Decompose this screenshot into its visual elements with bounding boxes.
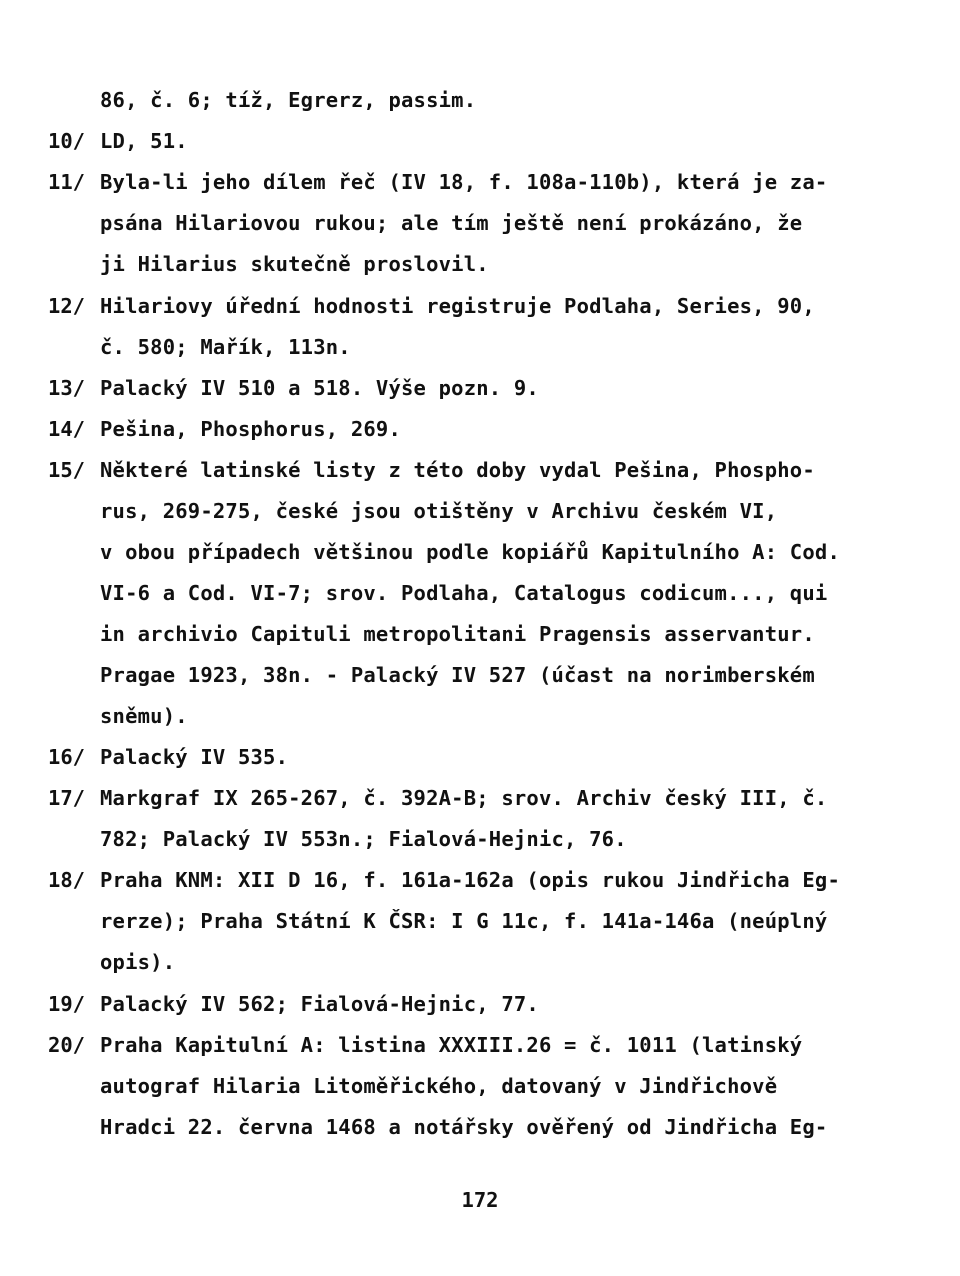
note-line: in archivio Capituli metropolitani Pragensis asservantur. <box>100 622 815 646</box>
note-line: 782; Palacký IV 553n.; Fialová-Hejnic, 76. <box>100 827 627 851</box>
note-number: 20/ <box>48 1033 86 1057</box>
note-line: Hilariovy úřední hodnosti registruje Podlaha, Series, 90, <box>100 294 815 318</box>
note-number: 18/ <box>48 868 86 892</box>
note-line: ji Hilarius skutečně proslovil. <box>100 252 489 276</box>
note-line: Pragae 1923, 38n. - Palacký IV 527 (účast na norimberském <box>100 663 815 687</box>
note-number: 14/ <box>48 417 86 441</box>
note-line: Některé latinské listy z této doby vydal Pešina, Phospho- <box>100 458 815 482</box>
note-number: 13/ <box>48 376 86 400</box>
note-line: VI-6 a Cod. VI-7; srov. Podlaha, Catalogus codicum..., qui <box>100 581 828 605</box>
note-line: LD, 51. <box>100 129 188 153</box>
note-line: rerze); Praha Státní K ČSR: I G 11c, f. 141a-146a (neúplný <box>100 909 828 933</box>
note-line: autograf Hilaria Litoměřického, datovaný v Jindřichově <box>100 1074 778 1098</box>
note-line: v obou případech většinou podle kopiářů Kapitulního A: Cod. <box>100 540 840 564</box>
note-number: 12/ <box>48 294 86 318</box>
note-line: Palacký IV 562; Fialová-Hejnic, 77. <box>100 992 539 1016</box>
note-number: 19/ <box>48 992 86 1016</box>
note-line: Praha Kapitulní A: listina XXXIII.26 = č. 1011 (latinský <box>100 1033 803 1057</box>
note-line: č. 580; Mařík, 113n. <box>100 335 351 359</box>
note-line: Pešina, Phosphorus, 269. <box>100 417 402 441</box>
note-line: psána Hilariovou rukou; ale tím ještě není prokázáno, že <box>100 211 803 235</box>
note-line: opis). <box>100 950 176 974</box>
note-number: 11/ <box>48 170 86 194</box>
page-number: 172 <box>461 1188 499 1212</box>
note-line: Byla-li jeho dílem řeč (IV 18, f. 108a-110b), která je za- <box>100 170 828 194</box>
note-line: Markgraf IX 265-267, č. 392A-B; srov. Archiv český III, č. <box>100 786 828 810</box>
note-line: rus, 269-275, české jsou otištěny v Archivu českém VI, <box>100 499 778 523</box>
note-line: Palacký IV 535. <box>100 745 289 769</box>
note-number: 16/ <box>48 745 86 769</box>
note-line: Praha KNM: XII D 16, f. 161a-162a (opis rukou Jindřicha Eg- <box>100 868 840 892</box>
note-number: 17/ <box>48 786 86 810</box>
note-line: 86, č. 6; tíž, Egrerz, passim. <box>100 88 477 112</box>
note-number: 10/ <box>48 129 86 153</box>
note-line: Hradci 22. června 1468 a notářsky ověřený od Jindřicha Eg- <box>100 1115 828 1139</box>
note-line: sněmu). <box>100 704 188 728</box>
note-line: Palacký IV 510 a 518. Výše pozn. 9. <box>100 376 539 400</box>
note-number: 15/ <box>48 458 86 482</box>
